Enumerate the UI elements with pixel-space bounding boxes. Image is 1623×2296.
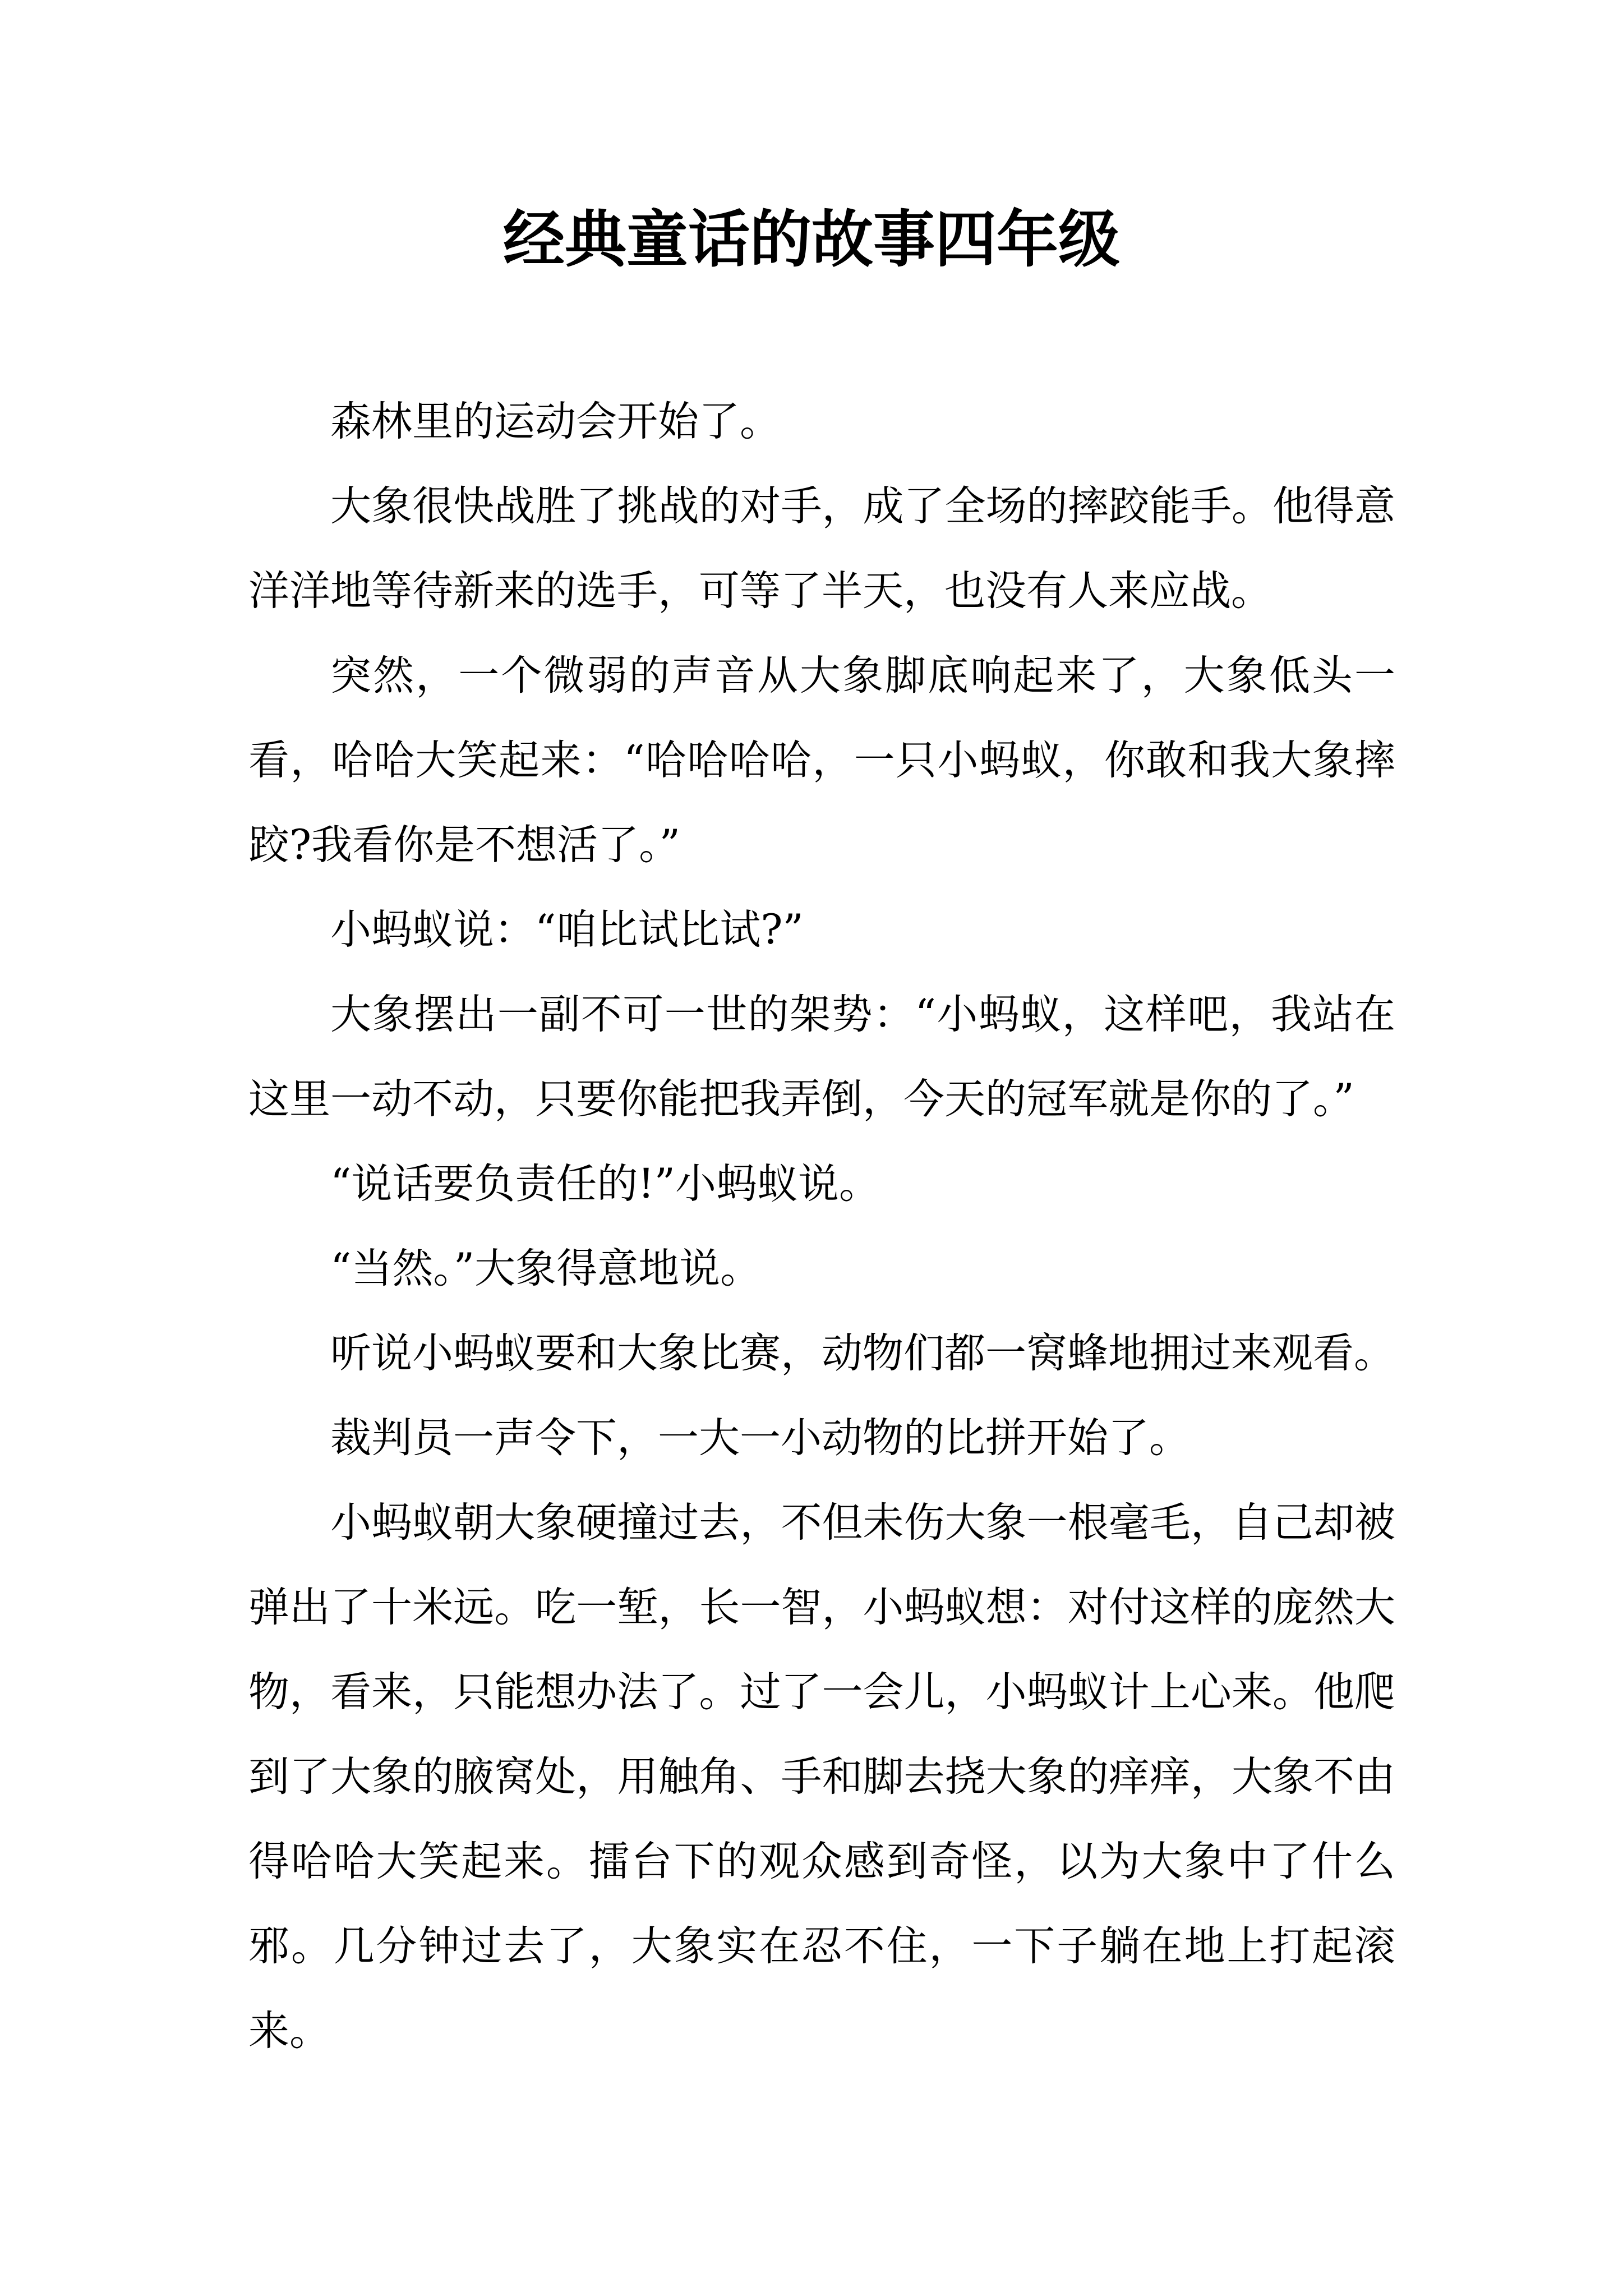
document-body	[248, 379, 1395, 2073]
document-title: 经典童话的故事四年级	[503, 203, 1120, 275]
paragraph: 裁判员一声令下，一大一小动物的比拼开始了。	[330, 1414, 1190, 1462]
paragraph: 听说小蚂蚁要和大象比赛，动物们都一窝蜂地拥过来观看。	[330, 1329, 1395, 1377]
paragraph: 森林里的运动会开始了。	[330, 398, 781, 445]
paragraph: 突然，一个微弱的声音从大象脚底响起来了，大象低头一看，哈哈大笑起来：“哈哈哈哈，一只小蚂蚁，你敢和我大象摔跤?我看你是不想活了。”	[248, 652, 1395, 869]
paragraph: 大象摆出一副不可一世的架势：“小蚂蚁，这样吧，我站在这里一动不动，只要你能把我弄倒，今天的冠军就是你的了。”	[248, 991, 1395, 1123]
paragraph: 小蚂蚁说：“咱比试比试?”	[330, 906, 804, 954]
paragraph: “当然。”大象得意地说。	[330, 1245, 762, 1292]
paragraph: 大象很快战胜了挑战的对手，成了全场的摔跤能手。他得意洋洋地等待新来的选手，可等了半天，也没有人来应战。	[248, 482, 1395, 615]
paragraph: “说话要负责任的!”小蚂蚁说。	[330, 1160, 880, 1208]
paragraph: 小蚂蚁朝大象硬撞过去，不但未伤大象一根毫毛，自己却被弹出了十米远。吃一堑，长一智，小蚂蚁想：对付这样的庞然大物，看来，只能想办法了。过了一会儿，小蚂蚁计上心来。他爬到了大象的腋窝处，用触角、手和脚去挠大象的痒痒，大象不由得哈哈大笑起来。擂台下的观众感到奇怪，以为大象中了什么邪。几分钟过去了，大象实在忍不住，一下子躺在地上打起滚来。	[248, 1499, 1395, 2055]
